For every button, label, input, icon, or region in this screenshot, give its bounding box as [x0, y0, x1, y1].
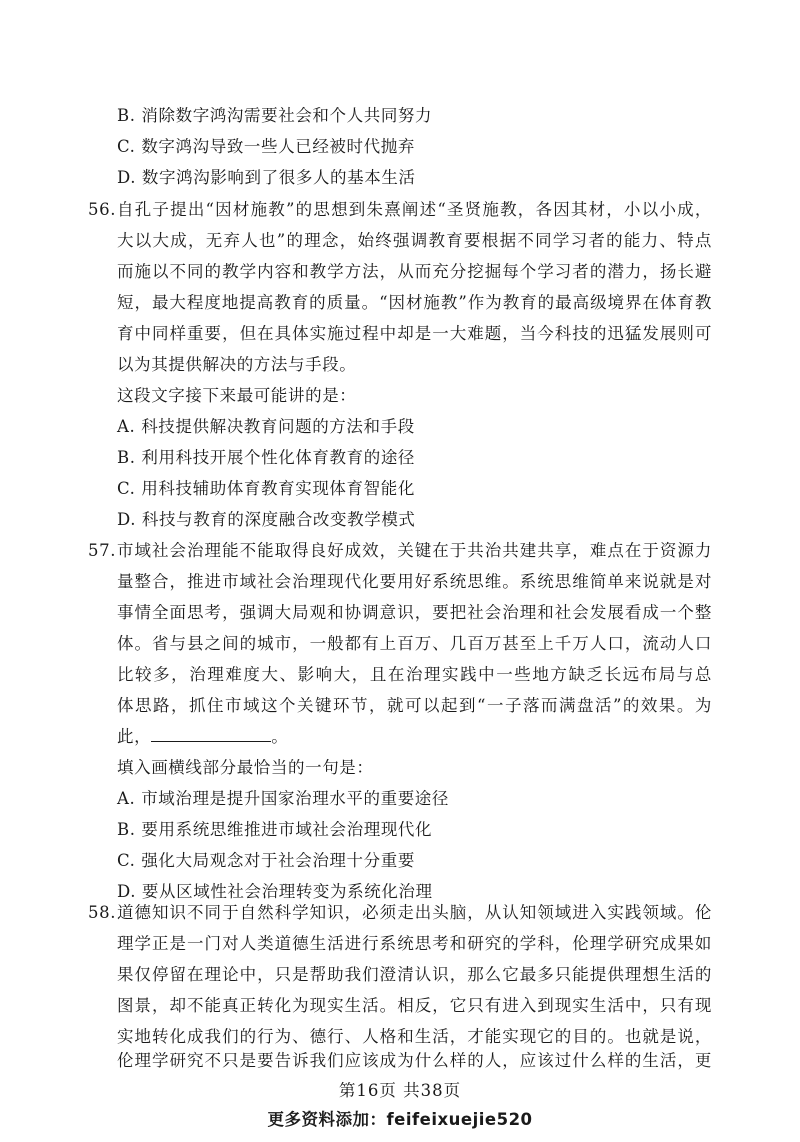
q57-number: 57. — [88, 541, 117, 560]
page-number: 第16页 共38页 — [338, 1081, 462, 1100]
q58-text-line: 伦理学研究不只是要告诉我们应该成为什么样的人，应该过什么样的生活，更 — [117, 1051, 712, 1070]
q58-text-line: 果仅停留在理论中，只是帮助我们澄清认识，那么它最多只能提供理想生活的 — [117, 965, 712, 984]
footer-ad-handle: feifeixuejie520 — [386, 1110, 533, 1129]
q58-text-line: 理学正是一门对人类道德生活进行系统思考和研究的学科，伦理学研究成果如 — [117, 934, 712, 953]
footer-ad — [0, 1106, 800, 1130]
q57-text-line: 体。省与县之间的城市，一般都有上百万、几百万甚至上千万人口，流动人口 — [117, 634, 712, 653]
q56-text-line: 而施以不同的教学内容和教学方法，从而充分挖掘每个学习者的潜力，扬长避 — [117, 262, 712, 281]
q57-text-line: 市域社会治理能不能取得良好成效，关键在于共治共建共享，难点在于资源力 — [117, 541, 712, 560]
q56-text-line: 大以大成，无弃人也”的理念，始终强调教育要根据不同学习者的能力、特点 — [117, 231, 712, 250]
q57-blank-prefix: 此， — [117, 727, 152, 746]
q55-option-c: C. 数字鸿沟导致一些人已经被时代抛弃 — [117, 137, 415, 156]
q57-text-line: 体思路，抓住市域这个关键环节，就可以起到“一子落而满盘活”的效果。为 — [117, 696, 712, 715]
q55-option-d: D. 数字鸿沟影响到了很多人的基本生活 — [117, 168, 416, 187]
footer-ad-label: 更多资料添加： — [267, 1110, 387, 1129]
q58-number: 58. — [88, 903, 117, 922]
q57-blank-suffix: 。 — [271, 727, 289, 746]
q58-text-line: 图景，却不能真正转化为现实生活。相反，它只有进入到现实生活中，只有现 — [117, 996, 712, 1015]
q56-text-line: 以为其提供解决的方法与手段。 — [117, 355, 357, 374]
q56-option-b: B. 利用科技开展个性化体育教育的途径 — [117, 448, 416, 467]
q56-text-line: 育中同样重要，但在具体实施过程中却是一大难题，当今科技的迅猛发展则可 — [117, 324, 712, 343]
q56-option-a: A. 科技提供解决教育问题的方法和手段 — [117, 417, 415, 436]
q57-text-line: 量整合，推进市域社会治理现代化要用好系统思维。系统思维简单来说就是对 — [117, 572, 712, 591]
q57-option-a: A. 市域治理是提升国家治理水平的重要途径 — [117, 789, 450, 808]
q57-prompt: 填入画横线部分最恰当的一句是： — [117, 758, 374, 777]
q57-text-line: 事情全面思考，强调大局观和协调意识，要把社会治理和社会发展看成一个整 — [117, 603, 712, 622]
q58-text-line: 道德知识不同于自然科学知识，必须走出头脑，从认知领域进入实践领域。伦 — [117, 903, 712, 922]
q58-text-line: 实地转化成我们的行为、德行、人格和生活，才能实现它的目的。也就是说， — [117, 1027, 712, 1046]
q56-text-line: 自孔子提出“因材施教”的思想到朱熹阐述“圣贤施教，各因其材，小以小成， — [117, 200, 712, 219]
q56-number: 56. — [88, 200, 117, 219]
q56-option-d: D. 科技与教育的深度融合改变教学模式 — [117, 510, 416, 529]
q57-blank-line — [117, 726, 288, 748]
q57-text-line: 比较多，治理难度大、影响大，且在治理实践中一些地方缺乏长远布局与总 — [117, 665, 712, 684]
q57-option-c: C. 强化大局观念对于社会治理十分重要 — [117, 851, 415, 870]
q57-option-b: B. 要用系统思维推进市域社会治理现代化 — [117, 820, 433, 839]
q56-prompt: 这段文字接下来最可能讲的是： — [117, 386, 357, 405]
q57-option-d: D. 要从区域性社会治理转变为系统化治理 — [117, 882, 433, 901]
q56-text-line: 短，最大程度地提高教育的质量。“因材施教”作为教育的最高级境界在体育教 — [117, 293, 712, 312]
q56-option-c: C. 用科技辅助体育教育实现体育智能化 — [117, 479, 415, 498]
q55-option-b: B. 消除数字鸿沟需要社会和个人共同努力 — [117, 106, 433, 125]
fill-in-blank — [151, 727, 271, 742]
